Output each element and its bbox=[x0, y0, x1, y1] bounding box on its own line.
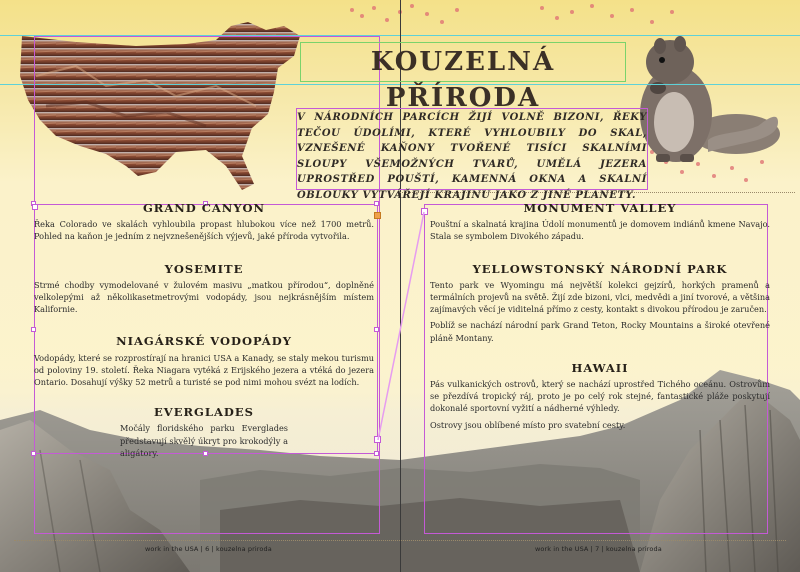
section-paragraph: Vodopády, které se rozprostírají na hranici USA a Kanady, se staly mekou turismu od poloviny 19. století. Řeka Niagara vytéká z Erijského jezera a vtéká do jezera Ontario. Dosahují výšky 52 metrů a turisté se pod nimi mohou svézt na lodích. bbox=[34, 352, 374, 388]
page-title: KOUZELNÁ PŘÍRODA bbox=[370, 47, 556, 113]
section-paragraph: Poblíž se nachází národní park Grand Teton, Rocky Mountains a široké otevřené pláně Montany. bbox=[430, 320, 770, 343]
section-heading: YELLOWSTONSKÝ NÁRODNÍ PARK bbox=[472, 261, 728, 276]
section-paragraph: Ostrovy jsou oblíbené místo pro svatební cesty. bbox=[430, 419, 626, 430]
dotted-rule-bottom bbox=[14, 540, 786, 541]
section-paragraph: Řeka Colorado ve skalách vyhloubila propast hlubokou více než 1700 metrů. Pohled na kaňon je jedním z nejvznešenějších výjevů, jaké příroda vytvořila. bbox=[34, 219, 374, 242]
section-heading: GRAND CANYON bbox=[142, 201, 266, 215]
footer-right: work in the USA | 7 | kouzelna priroda bbox=[535, 545, 662, 553]
section-heading: EVERGLADES bbox=[154, 405, 254, 420]
section-paragraph: Strmé chodby vymodelované v žulovém masivu „matkou přírodou“, doplněné velkolepými až několikasetmetrovými vodopády, jsou nejkrásnějším místem Kalifornie. bbox=[34, 279, 374, 315]
section-heading: YOSEMITE bbox=[164, 261, 244, 276]
frame-handle[interactable] bbox=[374, 451, 379, 456]
section-heading: HAWAII bbox=[571, 360, 629, 375]
section-paragraph: Pás vulkanických ostrovů, který se nachází uprostřed Tichého oceánu. Ostrovům se přezdívá tropický ráj, proto je po celý rok stejné, fantastické pláže poskytují dokonalé sportovní vyžití a nádherné výhledy. bbox=[430, 379, 770, 414]
section-paragraph: Pouštní a skalnatá krajina Údolí monumentů je domovem indiánů kmene Navajo. Stala se symbolem Divokého západu. bbox=[430, 219, 770, 242]
text-thread-line bbox=[376, 210, 426, 442]
left-column bbox=[34, 202, 374, 459]
intro-paragraph: V NÁRODNÍCH PARCÍCH ŽIJÍ VOLNĚ BIZONI, ŘEKY TEČOU ÚDOLÍMI, KTERÉ VYHLOUBILY DO SKAL, VZNEŠENÉ KAŇONY TVOŘENÉ TISÍCI SKALNÍMI SLOUPY VŠEMOŽNÝCH TVARŮ, UMĚLÁ JEZERA UPROSTŘED POUŠTÍ, KAMENNÁ OKNA A SKALNÍ OBLOUKY VYTVÁŘEJÍ KRAJINU JAKO Z JINÉ PLANETY. bbox=[297, 112, 647, 201]
section-paragraph: Tento park ve Wyomingu má největší kolekci gejzírů, horkých pramenů a termálních projevů na světě. Žijí zde bizoni, vlci, medvědi a jiní tvorové, a většina zajímavých věcí je viditelná přímo z cesty, kontakt s divokou přírodou je zaručen. bbox=[430, 279, 770, 315]
section-paragraph: Močály floridského parku Everglades představují skvělý úkryt pro krokodýly a aligátory. bbox=[120, 423, 288, 458]
right-column bbox=[430, 202, 770, 431]
section-heading: NIAGÁRSKÉ VODOPÁDY bbox=[116, 334, 292, 349]
section-heading: MONUMENT VALLEY bbox=[523, 201, 677, 215]
footer-left: work in the USA | 6 | kouzelna priroda bbox=[145, 545, 272, 553]
